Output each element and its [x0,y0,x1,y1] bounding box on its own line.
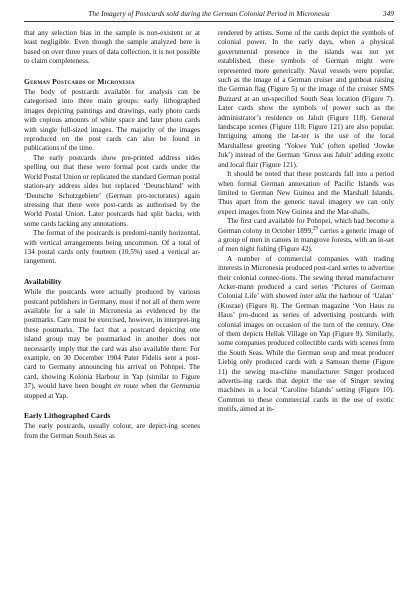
left-column [24,29,200,441]
paragraph: It should be noted that these postcards fall into a period when formal German annexation of Pacific Islands was limited to German New Guinea and the Marshall Islands. Thus apart from the generic naval imagery we can only expect images from New Guinea and the Mar-shalls. [218,170,394,216]
paragraph [24,288,200,401]
page-number: 349 [382,9,394,18]
section-heading-german-postcards: German Postcards of Micronesia [24,76,135,86]
text-run: rendered by artists. Some of the cards depict the symbols of colonial power. In the early days, when a physical governmental presence in the islands was not yet established, these symbols of German might were represented more generically. Naval vessels were popular, such as the image of a German cruiser and gunboat raising the German flag (Figure 5) or the image of the cruiser SMS [218,29,394,94]
right-column [218,29,394,415]
text-run: at an un-specified South Seas location (Figure 7). Later cards show the symbols of power such as the administrator’s residence on Jaluit (Figure 118). General landscape scenes (Figure 118; Figure 121) are also popular. Intriguing among the lat-ter is the use of the local Marshallese greeting ‘Yokwe Yuk’ (often spelled ‘Jowke Juk’) instead of the German ‘Gruss aus Jaluit’ adding exotic and local flair (Figure 121). [218,94,394,169]
emphasis: inter alia [299,292,327,301]
text-run: when the [138,382,171,391]
paragraph: The early postcards, usually colour, are depict-ing scenes from the German South Seas as [24,422,200,440]
text-run: The first card available for Pohnpei, which had become a German colony in October 1899, [218,217,394,235]
paragraph [218,29,394,170]
footnote-marker[interactable]: 29 [312,226,318,232]
paragraph [218,217,394,255]
text-run: carries a generic image of a group of men in canoes in mangrove forests, with an in-set of men night fishing (Figure 42). [218,226,395,254]
running-header [24,9,394,22]
text-run: While the postcards were actually produced by various postcard publishers in Germany, most if not all of them were available for a sale in Micronesia as evidenced by the postmarks. Care must be exercised, however, in interpret-ing these postmarks. The fact that a postcard depicting one island group may be postmarked in another does not necessarily imply that the card was also available there. For example, on 30 December 1904 Pater Fidelis sent a post-card to Germany announcing his arrival on Pohnpei. The card, showing Kolonia Harbour in Yap (similar to Figure 37), would have been bought [24,288,200,391]
text-run: stopped at Yap. [24,391,68,400]
section-heading-availability: Availability [24,276,62,286]
section-heading-early-lithographed: Early Lithographed Cards [24,411,111,421]
paragraph: The body of postcards available for analysis can be categorised into three main groups: early lithographed images depicting paintings and drawings, early photo cards with copious amounts of white space and later photo cards with single full-sized images. The majority of the images reproduced on the post cards can also be found in publications of the time. [24,88,200,153]
paragraph: The format of the postcards is predomi-nantly horizontal, with vertical arrangements being uncommon. Of a total of 134 postal cards only fourteen (10.5%) used a vertical ar-rangement. [24,229,200,266]
ship-name: Germania [170,382,200,391]
paragraph: that any selection bias in the sample is non-existent or at least negligible. Even though the sample analyzed here is based on over three years of data collection, it is not possible to claim completeness. [24,29,200,66]
emphasis: en route [113,382,139,391]
ship-name: Buzzard [218,94,242,103]
running-title: The Imagery of Postcards sold during the German Colonial Period in Micronesia [88,9,330,18]
text-run: A number of commercial companies with trading interests in Micronesia produced post-card series to advertise their colonial connec-tions. The sewing thread manufacturer Acker-mann produced a card series ‘Pictures of German Colonial Life’ with showed [218,254,394,301]
paragraph [218,255,394,415]
text-run: the harbour of ‘Ualan’ (Kosrae) (Figure 8). The German magazine ‘Von Haus zu Haus’ pro-duced as series of advertising postcards with colonial images on occasion of the turn of the century. One of them depicts Hellak Village on Yap (Figure 9). Similarly, some companies produced collectible cards with scenes from the South Seas. While the German soup and meat producer Liebig only produced cards with a Samoan theme (Figure 11) the sewing ma-chine manufacturer Singer produced advertis-ing cards that depict the use of Singer sewing machines in a local ‘Caroline Islands’ setting (Figure 10). Common to these commercial cards in the use of exotic motifs, aimed at in- [218,292,394,414]
paragraph: The early postcards show pre-printed address sides spelling out that these were formal post cards under the World Postal Union or replicated the standard German postal station-ary address sides but replaced ‘Deutschland’ with ‘Deutsche Schutzgebiete’ (German pro-tectorates) again stressing that there were post-cards as authorised by the World Postal Union. Later postcards had split backs, with some cards lacking any annotations. [24,153,200,228]
